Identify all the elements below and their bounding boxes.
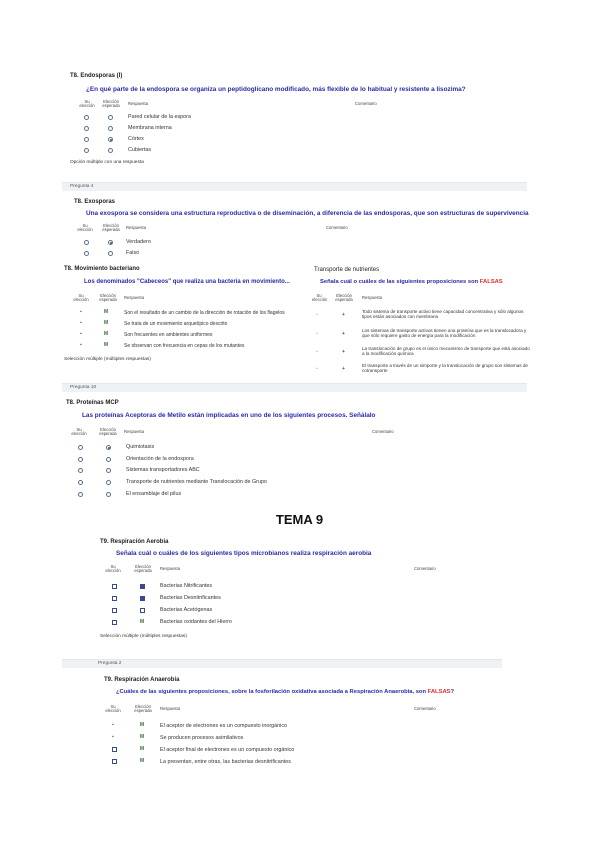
question-separator-bar bbox=[62, 182, 527, 191]
esperada-mark: M bbox=[104, 320, 109, 326]
esperada-radio bbox=[108, 251, 113, 256]
header-eleccion-esperada: Elección esperada bbox=[102, 223, 120, 233]
question-type-note: Opción múltiple con una respuesta bbox=[70, 160, 144, 165]
esperada-mark: M bbox=[140, 722, 145, 728]
header-respuesta: Respuesta bbox=[362, 295, 383, 300]
header-eleccion-esperada: Elección esperada bbox=[99, 427, 117, 437]
esperada-mark: M bbox=[140, 746, 145, 752]
option-text: La translocación de grupo es el único mecanismo de transporte que está asociado a la modificación química bbox=[362, 346, 530, 356]
esperada-radio bbox=[106, 480, 111, 485]
su-checkbox[interactable]: ▪ bbox=[80, 331, 82, 337]
esperada-checkbox-checked bbox=[140, 584, 145, 589]
su-checkbox[interactable] bbox=[112, 608, 117, 613]
su-radio[interactable] bbox=[78, 492, 83, 497]
option-text: Se observan con frecuencia en cepas de los mutantes bbox=[124, 343, 245, 349]
header-comentario: Comentario bbox=[326, 225, 348, 230]
su-checkbox[interactable] bbox=[112, 584, 117, 589]
question-text: ¿Cuáles de las siguientes proposiciones, sobre la fosforilación oxidativa asociada a Respiración Anaerobia, son bbox=[116, 689, 428, 695]
option-text: Verdadero bbox=[126, 239, 151, 245]
section-title-endosporas: T8. Endosporas (I) bbox=[70, 73, 123, 79]
header-comentario: Comentario bbox=[355, 101, 377, 106]
option-text: Orientación de la endospora bbox=[126, 456, 194, 462]
header-su-eleccion: Su elección bbox=[105, 564, 121, 574]
su-checkbox[interactable]: ▫ bbox=[316, 312, 318, 318]
question-transporte bbox=[320, 279, 503, 285]
header-eleccion-esperada: Elección esperada bbox=[99, 293, 117, 303]
question-suffix: ? bbox=[450, 689, 455, 695]
header-comentario: Comentario bbox=[414, 566, 436, 571]
esperada-mark: M bbox=[140, 619, 145, 625]
question-text: Señala cuál o cuáles de las siguientes proposiciones son bbox=[320, 279, 480, 285]
question-aerobia: Señala cuál o cuáles de los siguientes tipos microbianos realiza respiración aerobia bbox=[116, 550, 372, 557]
option-text: Todo sistema de transporte activo tiene capacidad concentrativa y sólo algunos tipos están asociados con membrana bbox=[362, 309, 524, 319]
question-highlight: FALSAS bbox=[479, 279, 503, 285]
question-type-note: Selección múltiple (múltiples respuestas) bbox=[100, 634, 187, 639]
su-checkbox[interactable] bbox=[112, 620, 117, 625]
esperada-radio bbox=[106, 457, 111, 462]
option-text: Cubiertas bbox=[128, 147, 152, 153]
su-checkbox[interactable]: ▫ bbox=[316, 366, 318, 372]
option-text: Los sistemas de transporte activos tienen una proteína que es la translocadora y que sólo requiere gasto de energía para la modificación bbox=[362, 328, 527, 338]
section-title-exosporas: T8. Exosporas bbox=[74, 199, 116, 205]
header-su-eleccion: Su elección bbox=[312, 293, 328, 303]
header-respuesta: Respuesta bbox=[128, 101, 149, 106]
su-checkbox[interactable]: ▫ bbox=[316, 331, 318, 337]
option-text: El transporte a través de un simporte y la translocación de grupo son sistemas de cotransporte bbox=[362, 363, 528, 373]
header-eleccion-esperada: Elección esperada bbox=[335, 293, 353, 303]
section-title-movimiento: T8. Movimiento bacteriano bbox=[64, 266, 140, 272]
section-title-transporte: Transporte de nutrientes bbox=[314, 267, 380, 273]
su-checkbox[interactable]: ▪ bbox=[80, 342, 82, 348]
su-checkbox[interactable] bbox=[112, 596, 117, 601]
esperada-mark: + bbox=[342, 331, 345, 337]
su-radio[interactable] bbox=[84, 126, 89, 131]
esperada-mark: M bbox=[140, 734, 145, 740]
option-text: El aceptor final de electrones es un compuesto orgánico bbox=[160, 747, 295, 753]
option-text: Bacterias Desnitrificantes bbox=[160, 595, 221, 601]
header-comentario: Comentario bbox=[414, 706, 436, 711]
header-respuesta: Respuesta bbox=[160, 706, 181, 711]
su-checkbox[interactable]: ▪ bbox=[112, 734, 114, 740]
su-checkbox[interactable]: ▪ bbox=[80, 309, 82, 315]
option-text: Bacterias Acetógenas bbox=[160, 607, 213, 613]
su-checkbox[interactable] bbox=[112, 747, 117, 752]
question-number: Pregunta 4 bbox=[70, 184, 94, 189]
header-su-eleccion: Su elección bbox=[73, 293, 89, 303]
esperada-radio-selected bbox=[108, 137, 113, 142]
su-radio[interactable] bbox=[84, 240, 89, 245]
header-su-eleccion: Su elección bbox=[79, 99, 95, 109]
option-text: Se producen procesos asimilativos bbox=[160, 735, 244, 741]
option-text: El aceptor de electrones es un compuesto inorgánico bbox=[160, 723, 288, 729]
esperada-mark: M bbox=[104, 342, 109, 348]
su-radio[interactable] bbox=[84, 137, 89, 142]
section-title-proteinas: T8. Proteínas MCP bbox=[66, 400, 119, 406]
header-su-eleccion: Su elección bbox=[77, 223, 93, 233]
su-radio[interactable] bbox=[78, 445, 83, 450]
esperada-radio bbox=[108, 126, 113, 131]
option-text: El ensamblaje del pilus bbox=[126, 491, 182, 497]
header-comentario: Comentario bbox=[372, 429, 394, 434]
su-radio[interactable] bbox=[84, 251, 89, 256]
option-text: Córtex bbox=[128, 136, 144, 142]
question-endosporas: ¿En qué parte de la endospora se organiza un peptidoglicano modificado, más flexible de lo habitual y resistente a lisozima? bbox=[86, 86, 466, 93]
header-eleccion-esperada: Elección esperada bbox=[134, 704, 152, 714]
esperada-radio bbox=[106, 492, 111, 497]
esperada-mark: M bbox=[104, 331, 109, 337]
su-radio[interactable] bbox=[78, 457, 83, 462]
header-respuesta: Respuesta bbox=[160, 566, 181, 571]
question-separator-bar bbox=[62, 659, 502, 668]
question-number: Pregunta 2 bbox=[98, 661, 122, 666]
option-text: Sistemas transportadores ABC bbox=[126, 467, 200, 473]
esperada-checkbox bbox=[140, 608, 145, 613]
question-number: Pregunta 10 bbox=[70, 385, 97, 390]
tema-heading: TEMA 9 bbox=[275, 512, 324, 527]
esperada-radio-selected bbox=[108, 240, 113, 245]
su-checkbox[interactable]: ▫ bbox=[316, 349, 318, 355]
section-title-aerobia: T9. Respiración Aerobia bbox=[100, 539, 169, 545]
question-highlight: FALSAS bbox=[427, 689, 451, 695]
esperada-radio bbox=[106, 468, 111, 473]
esperada-checkbox-checked bbox=[140, 596, 145, 601]
option-text: Son el resultado de un cambio de la dirección de rotación de los flagelos bbox=[124, 310, 285, 316]
option-text: Bacterias Nitrificantes bbox=[160, 583, 213, 589]
header-su-eleccion: Su elección bbox=[105, 704, 121, 714]
esperada-mark: M bbox=[104, 309, 109, 315]
su-radio[interactable] bbox=[78, 468, 83, 473]
option-text: Pared celular de la espora bbox=[128, 114, 191, 120]
option-text: Falso bbox=[126, 250, 140, 256]
esperada-mark: + bbox=[342, 312, 345, 318]
su-checkbox[interactable] bbox=[112, 759, 117, 764]
header-respuesta: Respuesta bbox=[126, 225, 147, 230]
question-exosporas: Una exospora se considera una estructura reproductiva o de diseminación, a diferencia de las endosporas, que son estructuras de supervivencia bbox=[86, 210, 529, 217]
option-text: Membrana interna bbox=[128, 125, 172, 131]
header-respuesta: Respuesta bbox=[124, 429, 145, 434]
esperada-radio bbox=[108, 148, 113, 153]
question-anaerobia bbox=[116, 689, 454, 695]
option-text: Se trata de un movimiento arquetípico descrito bbox=[124, 321, 228, 327]
header-eleccion-esperada: Elección esperada bbox=[134, 564, 152, 574]
question-movimiento: Los denominados "Cabeceos" que realiza una bacteria en movimiento... bbox=[84, 279, 290, 285]
su-checkbox[interactable]: ▪ bbox=[80, 320, 82, 326]
header-su-eleccion: Su elección bbox=[71, 427, 87, 437]
esperada-mark: + bbox=[342, 366, 345, 372]
header-eleccion-esperada: Elección esperada bbox=[102, 99, 120, 109]
esperada-radio bbox=[108, 115, 113, 120]
su-radio[interactable] bbox=[84, 148, 89, 153]
question-type-note: Selección múltiple (múltiples respuestas) bbox=[64, 357, 151, 362]
option-text: La presentan, entre otras, las bacterias desnitrificantes bbox=[160, 759, 291, 765]
option-text: Bacterias oxidantes del Hierro bbox=[160, 619, 232, 625]
header-respuesta: Respuesta bbox=[124, 295, 145, 300]
su-radio[interactable] bbox=[78, 480, 83, 485]
section-title-anaerobia: T9. Respiración Anaerobia bbox=[104, 677, 180, 683]
esperada-radio-selected bbox=[106, 445, 111, 450]
option-text: Quimiotaxis bbox=[126, 444, 155, 450]
option-text: Son frecuentes en ambientes uniformes bbox=[124, 332, 213, 338]
esperada-mark: + bbox=[342, 349, 345, 355]
su-radio[interactable] bbox=[84, 115, 89, 120]
question-proteinas: Las proteínas Aceptoras de Metilo están implicadas en uno de los siguientes procesos. Señálalo bbox=[82, 412, 376, 419]
option-text: Transporte de nutrientes mediante Translocación de Grupo bbox=[126, 479, 267, 485]
question-separator-bar bbox=[62, 383, 527, 392]
esperada-mark: M bbox=[140, 758, 145, 764]
su-checkbox[interactable]: ▪ bbox=[112, 722, 114, 728]
